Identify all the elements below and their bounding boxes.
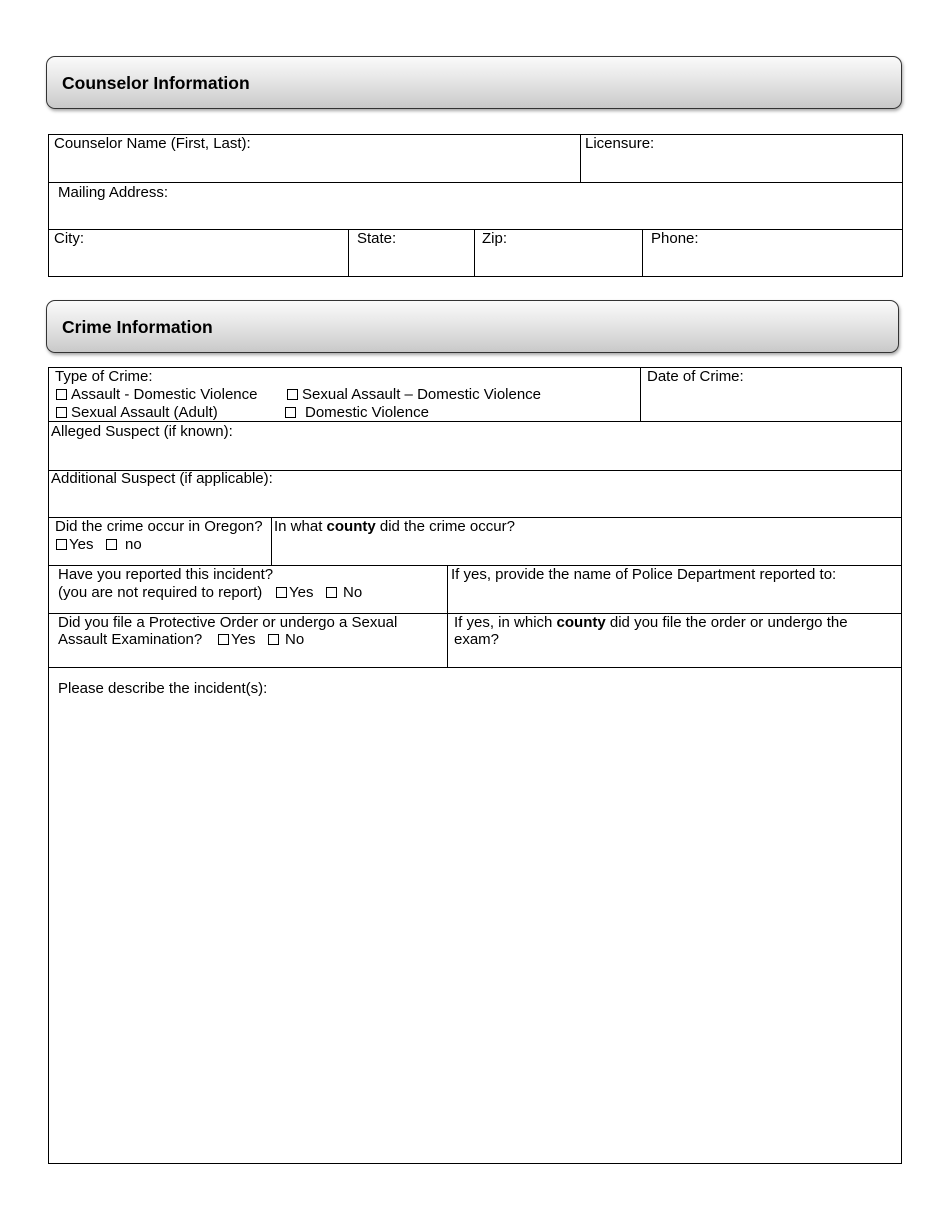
protective-order-question: Did you file a Protective Order or undergo a Sexual [58, 614, 398, 631]
date-of-crime-label: Date of Crime: [647, 368, 744, 385]
counselor-section-title: Counselor Information [62, 73, 250, 93]
alleged-suspect-label: Alleged Suspect (if known): [51, 423, 233, 440]
crime-type-option[interactable]: Domestic Violence [285, 404, 429, 422]
crime-type-option[interactable]: Sexual Assault – Domestic Violence [287, 386, 541, 404]
state-input[interactable] [357, 252, 469, 272]
crime-col-divider [640, 367, 641, 421]
counselor-col-divider [474, 229, 475, 277]
reported-question: Have you reported this incident? [58, 566, 274, 583]
checkbox-icon[interactable] [287, 389, 298, 400]
describe-incident-label: Please describe the incident(s): [58, 680, 268, 697]
protective-yes-option[interactable]: Yes [218, 631, 255, 649]
counselor-section-header [46, 56, 902, 109]
crime-section-header [46, 300, 899, 353]
protective-order-question-line2: Assault Examination? [58, 631, 203, 648]
crime-type-option[interactable]: Assault - Domestic Violence [56, 386, 257, 404]
counselor-col-divider [580, 134, 581, 182]
checkbox-icon[interactable] [106, 539, 117, 550]
city-input[interactable] [54, 252, 342, 272]
crime-col-divider [271, 517, 272, 565]
checkbox-icon[interactable] [218, 634, 229, 645]
state-label: State: [357, 230, 397, 247]
checkbox-icon[interactable] [56, 539, 67, 550]
crime-county-label: In what county did the crime occur? [274, 518, 515, 535]
crime-type-option[interactable]: Sexual Assault (Adult) [56, 404, 218, 422]
checkbox-icon[interactable] [56, 407, 67, 418]
protective-no-option[interactable]: No [268, 631, 304, 649]
additional-suspect-label: Additional Suspect (if applicable): [51, 470, 273, 487]
licensure-label: Licensure: [585, 135, 655, 152]
phone-input[interactable] [651, 252, 897, 272]
zip-label: Zip: [482, 230, 508, 247]
phone-label: Phone: [651, 230, 699, 247]
licensure-input[interactable] [585, 158, 897, 178]
describe-incident-textarea[interactable] [58, 704, 894, 1156]
mailing-address-input[interactable] [58, 206, 896, 226]
oregon-yes-option[interactable]: Yes [56, 536, 93, 554]
type-of-crime-label: Type of Crime: [55, 368, 153, 385]
checkbox-icon[interactable] [268, 634, 279, 645]
checkbox-icon[interactable] [326, 587, 337, 598]
reported-question-note: (you are not required to report) [58, 584, 263, 601]
counselor-name-label: Counselor Name (First, Last): [54, 135, 251, 152]
police-department-label: If yes, provide the name of Police Department reported to: [451, 566, 837, 583]
zip-input[interactable] [482, 252, 636, 272]
counselor-row-divider [48, 229, 903, 230]
additional-suspect-input[interactable] [51, 492, 896, 512]
crime-row-divider [48, 667, 902, 668]
reported-yes-option[interactable]: Yes [276, 584, 313, 602]
police-department-input[interactable] [455, 588, 896, 608]
city-label: City: [54, 230, 84, 247]
checkbox-icon[interactable] [56, 389, 67, 400]
checkbox-icon[interactable] [285, 407, 296, 418]
crime-county-input[interactable] [280, 540, 896, 560]
order-county-input[interactable] [505, 631, 896, 651]
oregon-no-option[interactable]: no [106, 536, 142, 554]
order-county-label: If yes, in which county did you file the order or undergo the [454, 614, 848, 631]
counselor-name-input[interactable] [54, 158, 574, 178]
order-county-label-line2: exam? [454, 631, 500, 648]
reported-no-option[interactable]: No [326, 584, 362, 602]
mailing-address-label: Mailing Address: [58, 184, 169, 201]
alleged-suspect-input[interactable] [51, 444, 896, 464]
counselor-col-divider [642, 229, 643, 277]
checkbox-icon[interactable] [276, 587, 287, 598]
counselor-row-divider [48, 182, 903, 183]
oregon-question: Did the crime occur in Oregon? [55, 518, 263, 535]
counselor-col-divider [348, 229, 349, 277]
crime-col-divider [447, 565, 448, 667]
date-of-crime-input[interactable] [647, 392, 897, 414]
crime-section-title: Crime Information [62, 317, 213, 337]
